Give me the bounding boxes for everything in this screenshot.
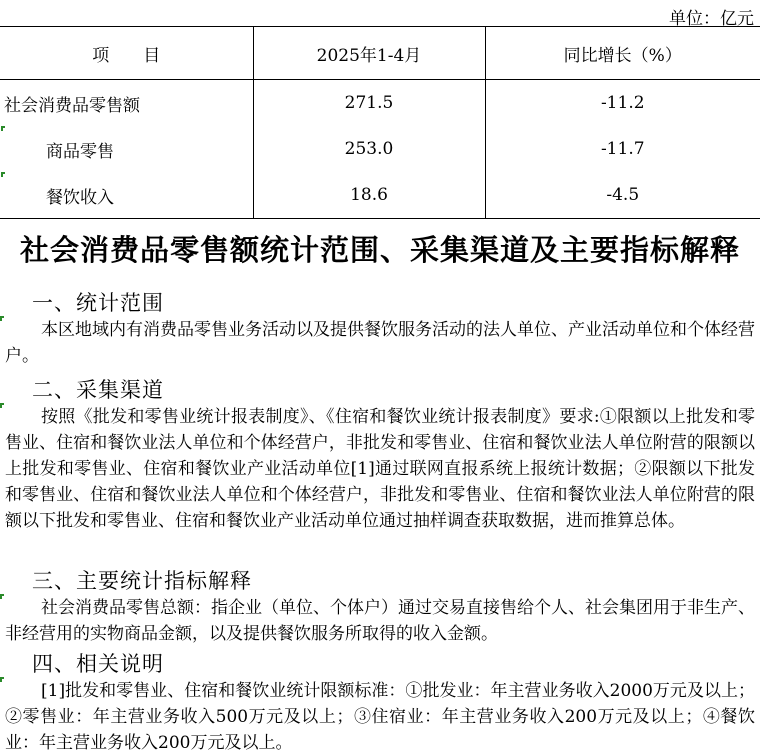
cell-marker-icon (1, 172, 5, 177)
row-value: 18.6 (253, 172, 485, 219)
table-row (0, 126, 760, 172)
cell-marker-icon (0, 677, 4, 682)
row-label: 商品零售 (46, 141, 114, 162)
cell-marker-icon (0, 316, 4, 321)
header-period: 2025年1-4月 (253, 27, 485, 80)
table-header-row (0, 27, 760, 80)
retail-sales-table (0, 26, 760, 219)
table-row (0, 80, 760, 127)
header-item: 项 目 (0, 27, 253, 80)
section-heading-indicators: 三、主要统计指标解释 (32, 569, 252, 593)
document-title: 社会消费品零售额统计范围、采集渠道及主要指标解释 (19, 233, 740, 267)
section-heading-notes: 四、相关说明 (32, 652, 164, 676)
section-text-scope: 本区地域内有消费品零售业务活动以及提供餐饮服务活动的法人单位、产业活动单位和个体经营户。 (5, 320, 755, 366)
section-text-channels: 按照《批发和零售业统计报表制度》、《住宿和餐饮业统计报表制度》要求:①限额以上批发和零售业、住宿和餐饮业法人单位和个体经营户，非批发和零售业、住宿和餐饮业法人单位附营的限额以上批发和零售业、住宿和餐饮业产业活动单位[1]通过联网直报系统上报统计数据；②限额以下批发和零售业、住宿和餐饮业法人单位和个体经营户，非批发和零售业、住宿和餐饮业法人单位附营的限额以下批发和零售业、住宿和餐饮业产业活动单位通过抽样调查获取数据，进而推算总体。 (5, 407, 755, 531)
row-label-cell (0, 172, 253, 219)
unit-label: 单位：亿元 (669, 9, 754, 29)
header-growth: 同比增长（%） (485, 27, 760, 80)
row-label-cell (0, 126, 253, 172)
section-text-indicators: 社会消费品零售总额：指企业（单位、个体户）通过交易直接售给个人、社会集团用于非生产、非经营用的实物商品金额，以及提供餐饮服务所取得的收入金额。 (5, 598, 755, 644)
row-label: 社会消费品零售额 (4, 95, 140, 116)
cell-marker-icon (1, 126, 5, 131)
section-text-notes: [1]批发和零售业、住宿和餐饮业统计限额标准：①批发业：年主营业务收入2000万元及以上；②零售业：年主营业务收入500万元及以上；③住宿业：年主营业务收入200万元及以上；④餐饮业：年主营业务收入200万元及以上。 (5, 681, 755, 753)
row-value: 253.0 (253, 126, 485, 172)
section-heading-channels: 二、采集渠道 (32, 378, 164, 402)
row-growth: -4.5 (485, 172, 760, 219)
row-value: 271.5 (253, 80, 485, 127)
row-label: 餐饮收入 (46, 187, 114, 208)
cell-marker-icon (0, 594, 4, 599)
row-growth: -11.2 (485, 80, 760, 127)
cell-marker-icon (0, 403, 4, 408)
row-growth: -11.7 (485, 126, 760, 172)
section-heading-scope: 一、统计范围 (32, 291, 164, 315)
table-row (0, 172, 760, 219)
